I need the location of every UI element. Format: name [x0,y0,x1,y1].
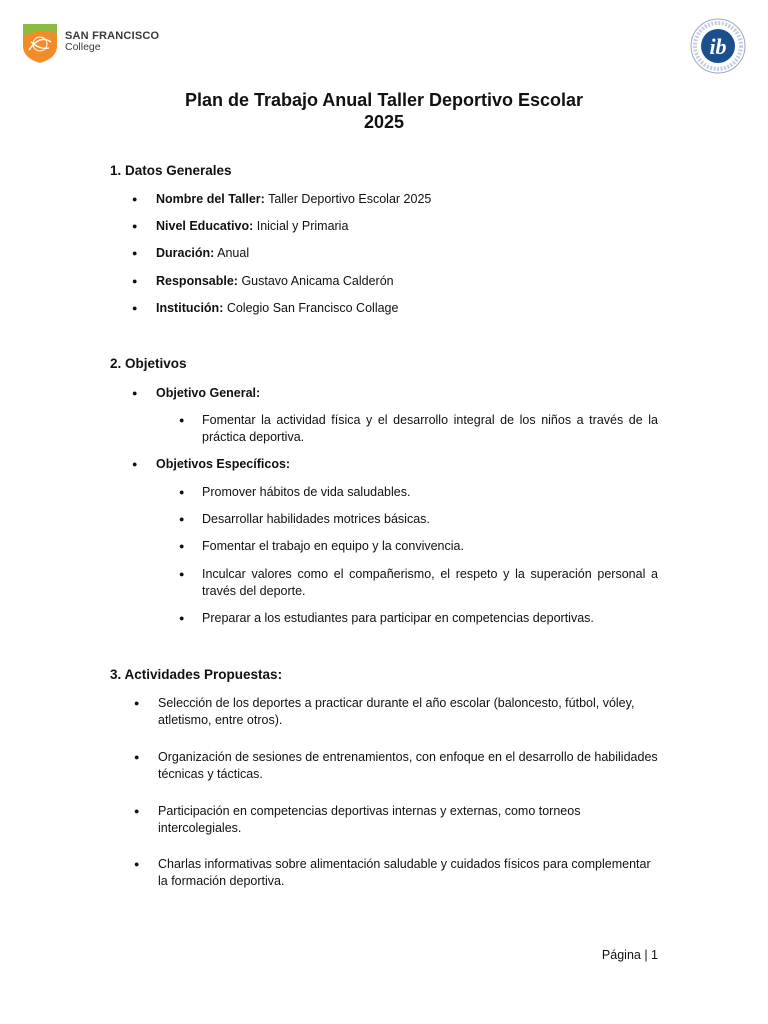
bullet-icon: ● [134,806,140,816]
bullet-icon: ● [179,569,185,579]
field-value: Taller Deportivo Escolar 2025 [264,192,432,206]
list-item [156,218,348,235]
school-name-line2: College [65,41,101,53]
bullet-icon: ● [134,752,140,762]
bullet-icon: ● [132,221,138,231]
field-label: Duración: [156,246,215,260]
bullet-icon: ● [132,276,138,286]
field-label: Nombre del Taller: [156,192,265,206]
field-label: Nivel Educativo: [156,219,254,233]
school-name-line1: SAN FRANCISCO [65,30,160,42]
bullet-icon: ● [179,613,185,623]
bullet-icon: ● [134,698,140,708]
list-item [156,245,249,262]
field-value: Colegio San Francisco Collage [223,301,399,315]
document-title [0,89,768,133]
list-item: Inculcar valores como el compañerismo, el respeto y la superación personal a través del deporte. [202,567,658,598]
list-item: Promover hábitos de vida saludables. [202,485,411,499]
list-item: Fomentar el trabajo en equipo y la convivencia. [202,539,464,553]
title-line1: Plan de Trabajo Anual Taller Deportivo Escolar [184,90,584,110]
school-name [65,31,159,53]
bullet-icon: ● [134,859,140,869]
list-item: Fomentar la actividad física y el desarrollo integral de los niños a través de la práctica deportiva. [202,413,658,444]
bullet-icon: ● [132,194,138,204]
section-heading-objetivos: 2. Objetivos [110,356,187,371]
title-line2: 2025 [363,112,405,132]
list-item: Participación en competencias deportivas internas y externas, como torneos intercolegiales. [158,804,581,835]
field-label: Institución: [156,301,224,315]
list-item [156,300,398,317]
bullet-icon: ● [132,248,138,258]
bullet-icon: ● [179,541,185,551]
field-label: Responsable: [156,274,238,288]
school-logo [21,20,159,64]
bullet-icon: ● [179,487,185,497]
school-shield-icon [21,20,59,64]
list-item: Preparar a los estudiantes para participar en competencias deportivas. [202,611,594,625]
list-item: Organización de sesiones de entrenamientos, con enfoque en el desarrollo de habilidades técnicas y tácticas. [158,750,658,781]
bullet-icon: ● [179,514,185,524]
bullet-icon: ● [132,459,138,469]
list-item [156,191,431,208]
list-item: Desarrollar habilidades motrices básicas. [202,512,430,526]
section-heading-datos: 1. Datos Generales [110,163,232,178]
field-value: Inicial y Primaria [253,219,349,233]
list-item [156,273,394,290]
list-item: Charlas informativas sobre alimentación saludable y cuidados físicos para complementar la formación deportiva. [158,857,651,888]
list-item: Selección de los deportes a practicar durante el año escolar (baloncesto, fútbol, vóley, atletismo, entre otros). [158,696,635,727]
ib-seal-icon [687,17,749,80]
page-number: Página | 1 [601,948,658,962]
bullet-icon: ● [132,303,138,313]
field-value: Gustavo Anicama Calderón [237,274,394,288]
bullet-icon: ● [179,415,185,425]
objetivos-especificos-label: Objetivos Específicos: [156,457,291,471]
field-value: Anual [214,246,250,260]
section-heading-actividades: 3. Actividades Propuestas: [110,667,283,682]
objetivo-general-label: Objetivo General: [156,386,261,400]
svg-text:ib: ib [709,34,727,59]
bullet-icon: ● [132,388,138,398]
